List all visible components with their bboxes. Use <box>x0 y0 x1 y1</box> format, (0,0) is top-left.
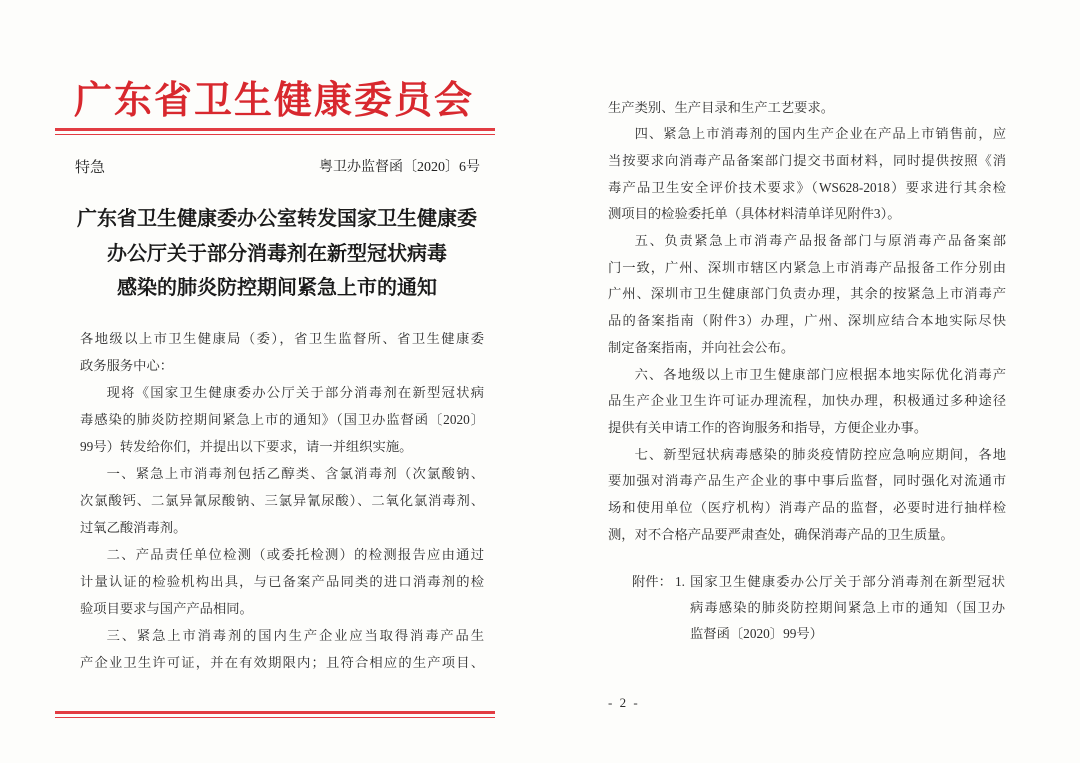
text-line: 门一致，广州、深圳市辖区内紧急上市消毒产品报备工作分别由 <box>608 259 1006 275</box>
document-number: 粤卫办监督函〔2020〕6号 <box>319 160 480 175</box>
text-line: 过氧乙酸消毒剂。 <box>80 519 187 535</box>
text-line: 四、紧急上市消毒剂的国内生产企业在产品上市销售前，应 <box>634 126 1006 142</box>
text-line: 计量认证的检验机构出具，与已备案产品同类的进口消毒剂的检 <box>80 573 484 589</box>
text-line: 国家卫生健康委办公厅关于部分消毒剂在新型冠状 <box>690 574 1005 589</box>
paragraph <box>80 622 484 676</box>
text-line: 一、紧急上市消毒剂包括乙醇类、含氯消毒剂（次氯酸钠、 <box>106 465 484 481</box>
text-line: 当按要求向消毒产品备案部门提交书面材料，同时提供按照《消 <box>608 152 1006 168</box>
text-line: 产企业卫生许可证，并在有效期限内；且符合相应的生产项目、 <box>80 654 484 670</box>
right-page-body <box>608 95 1006 549</box>
paragraph <box>608 362 1006 442</box>
text-line: 场和使用单位（医疗机构）消毒产品的监督，必要时进行抽样检 <box>608 500 1006 516</box>
footer-red-rule-thick <box>55 711 495 714</box>
right-paragraphs <box>608 121 1006 548</box>
attachment-title <box>690 569 1005 647</box>
page-number: - 2 - <box>608 695 640 710</box>
left-paragraphs <box>80 379 484 676</box>
footer-red-rule-thin <box>55 717 495 718</box>
text-line: 品生产企业卫生许可证办理流程，加快办理，积极通过多种途径 <box>608 393 1006 409</box>
text-line: 政务服务中心： <box>80 357 174 373</box>
header-red-rule-thin <box>55 134 495 135</box>
text-line: 办公厅关于部分消毒剂在新型冠状病毒 <box>107 240 447 265</box>
text-line: 感染的肺炎防控期间紧急上市的通知 <box>117 275 437 299</box>
text-line: 六、各地级以上市卫生健康部门应根据本地实际优化消毒产 <box>634 366 1006 382</box>
text-line: 要加强对消毒产品生产企业的事中事后监督，同时强化对流通市 <box>608 473 1006 489</box>
paragraph <box>608 121 1006 228</box>
salutation <box>80 325 484 379</box>
text-line: 99号）转发给你们，并提出以下要求，请一并组织实施。 <box>80 438 413 454</box>
text-line: 监督函〔2020〕99号） <box>690 626 823 641</box>
paragraph <box>80 541 484 622</box>
left-page-body <box>80 325 484 676</box>
text-line: 现将《国家卫生健康委办公厅关于部分消毒剂在新型冠状病 <box>106 384 484 400</box>
text-line: 三、紧急上市消毒剂的国内生产企业应当取得消毒产品生 <box>106 627 484 643</box>
letterhead: 广东省卫生健康委员会 <box>74 77 472 122</box>
text-line: 验项目要求与国产产品相同。 <box>80 600 253 616</box>
text-line: 五、负责紧急上市消毒产品报备部门与原消毒产品备案部 <box>634 233 1006 249</box>
document-title <box>57 201 497 305</box>
text-line: 提供有关申请工作的咨询服务和指导，方便企业办事。 <box>608 419 928 435</box>
text-line: 广州、深圳市卫生健康部门负责办理，其余的按紧急上市消毒产 <box>608 286 1006 302</box>
text-line: 品的备案指南（附件3）办理，广州、深圳应结合本地实际尽快 <box>608 313 1006 329</box>
text-line: 测，对不合格产品要严肃查处，确保消毒产品的卫生质量。 <box>608 526 954 542</box>
text-line: 病毒感染的肺炎防控期间紧急上市的通知（国卫办 <box>690 600 1005 615</box>
text-line: 生产类别、生产目录和生产工艺要求。 <box>608 99 835 115</box>
attachment-number: 1. <box>675 574 685 589</box>
attachment-label: 附件： <box>632 574 672 589</box>
text-line: 七、新型冠状病毒感染的肺炎疫情防控应急响应期间，各地 <box>634 446 1006 462</box>
text-line: 测项目的检验委托单（具体材料清单详见附件3）。 <box>608 206 901 222</box>
paragraph <box>80 379 484 460</box>
text-line: 各地级以上市卫生健康局（委），省卫生监督所、省卫生健康委 <box>80 330 484 346</box>
text-line: 制定备案指南，并向社会公布。 <box>608 339 795 355</box>
text-line: 广东省卫生健康委办公室转发国家卫生健康委 <box>77 206 477 230</box>
text-line: 次氯酸钙、二氯异氰尿酸钠、三氯异氰尿酸）、二氧化氯消毒剂、 <box>80 492 484 508</box>
text-line: 二、产品责任单位检测（或委托检测）的检测报告应由通过 <box>106 546 484 562</box>
header-red-rule-thick <box>55 128 495 131</box>
page-right <box>540 0 1080 763</box>
text-line: 毒产品卫生安全评价技术要求》（WS628-2018）要求进行其余检 <box>608 179 1006 195</box>
paragraph <box>608 442 1006 549</box>
text-line: 毒感染的肺炎防控期间紧急上市的通知》（国卫办监督函〔2020〕 <box>80 411 484 427</box>
urgency-label: 特急 <box>75 160 106 176</box>
paragraph <box>608 228 1006 362</box>
paragraph <box>80 460 484 541</box>
carryover-text <box>608 95 1006 122</box>
